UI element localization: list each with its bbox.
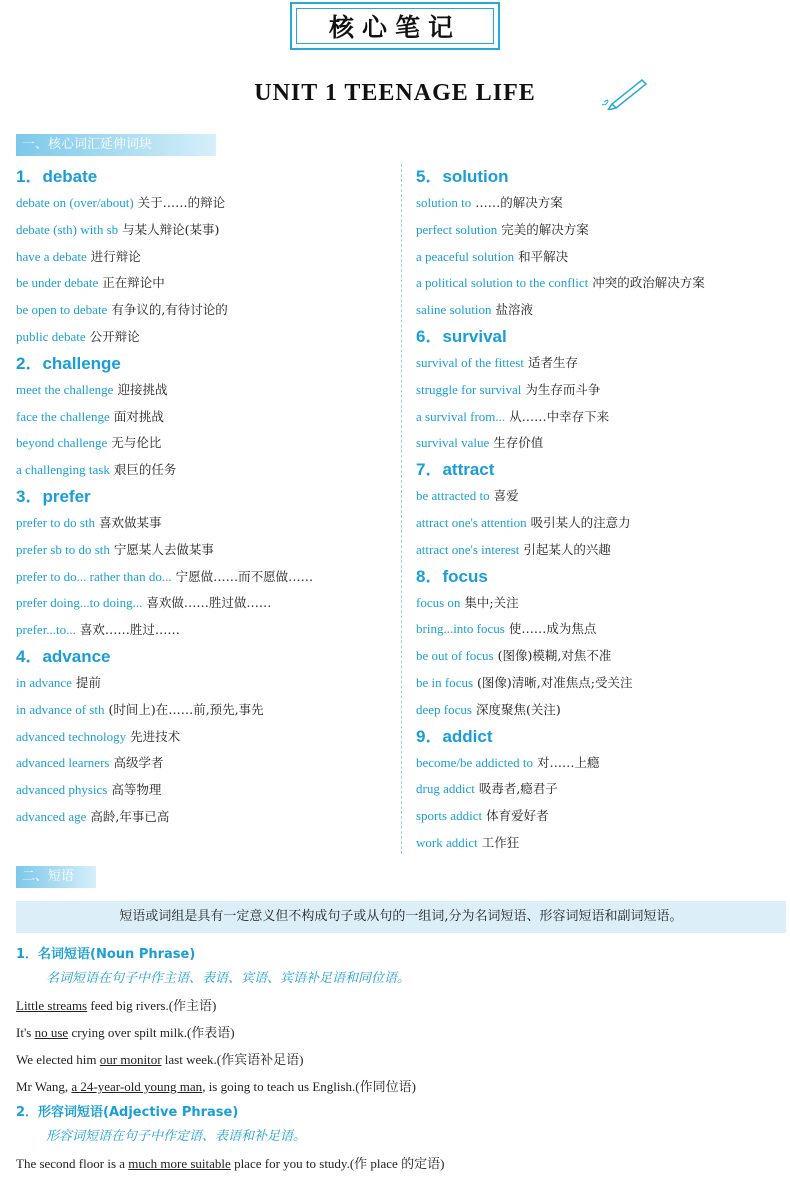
badge-title: 核心笔记 [328, 13, 461, 42]
entry-text: 宁愿某人去做某事 [113, 541, 214, 557]
example-sentence [16, 1019, 786, 1046]
entry-text: 喜欢……胜过…… [79, 622, 180, 638]
phrase-intro: 短语或词组是具有一定意义但不构成句子或从句的一组词,分为名词短语、形容词短语和副词短语。 [16, 901, 786, 933]
entry-text: 集中;关注 [464, 594, 519, 610]
entry [16, 804, 396, 831]
entry-text: focus on [416, 594, 461, 610]
entry-text: meet the challenge [16, 381, 114, 397]
entry [416, 244, 790, 271]
entry-text: The second floor is a [16, 1156, 129, 1171]
entry [16, 724, 396, 751]
entry-text: debate on (over/about) [16, 195, 134, 210]
entry-text: 吸引某人的注意力 [530, 514, 631, 530]
entry-text: saline solution [416, 302, 492, 318]
entry-text: last week.(作宾语补足语) [161, 1052, 304, 1067]
entry-text: , is going to teach us English.(作同位语) [202, 1079, 416, 1094]
entry [16, 217, 396, 244]
entry-text: attract one's interest [416, 541, 520, 557]
example-sentence [16, 992, 786, 1019]
entry-text: a survival from... [416, 408, 506, 424]
entry-text: advanced learners [16, 755, 110, 771]
entry-text: place for you to study.(作 place 的定语) [230, 1156, 445, 1171]
entry-text: sports addict [416, 808, 483, 824]
entry-text: in advance [16, 674, 72, 690]
entry [416, 616, 790, 643]
right-column [416, 164, 790, 857]
entry-text: public debate [16, 328, 86, 344]
entry [416, 510, 790, 537]
word-heading: 6．survival [416, 326, 507, 346]
entry [16, 377, 396, 404]
entry [416, 217, 790, 244]
entry-text: Mr Wang, [16, 1079, 72, 1094]
entry [16, 510, 396, 537]
entry-text: 吸毒者,瘾君子 [478, 781, 558, 797]
entry-text: a peaceful solution [416, 248, 515, 264]
entry-text: have a debate [16, 248, 87, 264]
entry [16, 537, 396, 564]
entry-text: It's [16, 1025, 35, 1040]
entry-text: advanced physics [16, 782, 108, 798]
example-sentence [16, 1150, 786, 1177]
underlined-phrase: much more suitable [128, 1156, 231, 1171]
word-heading: 5．solution [416, 167, 509, 186]
entry-text: 使……成为焦点 [508, 621, 597, 637]
entry-text: 喜爱 [493, 488, 519, 504]
left-column [16, 164, 396, 831]
entry [416, 537, 790, 564]
entry [16, 590, 396, 617]
entry [16, 324, 396, 351]
entry [416, 404, 790, 431]
entry [416, 297, 790, 324]
entry-text: 适者生存 [527, 354, 578, 370]
entry-text: 冲突的政治解决方案 [592, 275, 705, 291]
column-divider [401, 164, 402, 854]
entry-text: feed big rivers.(作主语) [87, 998, 217, 1013]
entry-text: beyond challenge [16, 435, 108, 451]
underlined-phrase: a 24-year-old young man [71, 1079, 203, 1094]
entry [16, 190, 396, 217]
entry-text: 先进技术 [130, 728, 181, 744]
entry-text: 喜欢做某事 [99, 514, 162, 530]
entry [16, 670, 396, 697]
entry-text: prefer doing...to doing... [16, 595, 143, 611]
underlined-phrase: no use [34, 1025, 69, 1040]
entry-text: 为生存而斗争 [525, 381, 601, 397]
entry-text: prefer to do... rather than do... [16, 568, 172, 584]
entry [416, 350, 790, 377]
entry-text: 体育爱好者 [486, 808, 549, 824]
entry [416, 830, 790, 857]
entry-text: (图像)清晰,对准焦点;受关注 [477, 674, 633, 690]
entry-text: prefer to do sth [16, 514, 96, 530]
entry [16, 750, 396, 777]
entry [16, 270, 396, 297]
entry [416, 670, 790, 697]
entry-text: advanced age [16, 808, 87, 824]
adjective-phrase-block [16, 1102, 786, 1177]
entry-text: 面对挑战 [113, 408, 164, 424]
entry-text: face the challenge [16, 408, 110, 424]
entry-text: 正在辩论中 [102, 275, 165, 291]
header-badge [290, 2, 500, 50]
entry-text: We elected him [16, 1052, 100, 1067]
entry-text: 对……上瘾 [536, 754, 600, 770]
underlined-phrase: our monitor [99, 1052, 162, 1067]
entry [16, 457, 396, 484]
entry [16, 777, 396, 804]
entry-text: 高龄,年事已高 [90, 808, 170, 824]
entry-text: 无与伦比 [111, 435, 162, 451]
entry-text: drug addict [416, 781, 475, 797]
entry [416, 590, 790, 617]
entry-text: 高等物理 [111, 782, 162, 798]
entry-text: struggle for survival [416, 381, 522, 397]
entry-text: 提前 [75, 674, 101, 690]
entry [416, 483, 790, 510]
entry-text: survival value [416, 435, 490, 451]
entry-text: 喜欢做……胜过做…… [146, 595, 272, 611]
entry-text: be in focus [416, 674, 474, 690]
entry-text: 公开辩论 [89, 328, 140, 344]
entry-text: 和平解决 [518, 248, 569, 264]
entry-text: 生存价值 [493, 435, 544, 451]
section-2-title: 二、短语 [16, 866, 96, 888]
word-heading: 2．challenge [16, 353, 121, 373]
entry [416, 430, 790, 457]
word-heading: 9．addict [416, 726, 493, 746]
entry [16, 297, 396, 324]
entry-text: advanced technology [16, 728, 127, 744]
adjective-phrase-desc: 形容词短语在句子中作定语、表语和补足语。 [46, 1129, 307, 1144]
entry-text: 关于……的辩论 [137, 195, 226, 210]
entry [416, 377, 790, 404]
entry-text: ……的解决方案 [475, 195, 563, 210]
entry-text: solution to [416, 195, 472, 210]
entry-text: be under debate [16, 275, 99, 291]
entry-text: 引起某人的兴趣 [523, 541, 611, 557]
entry-text: 迎接挑战 [117, 381, 168, 397]
entry [16, 617, 396, 644]
example-sentence [16, 1046, 786, 1073]
entry [416, 803, 790, 830]
word-heading: 4．advance [16, 646, 111, 666]
entry-text: become/be addicted to [416, 754, 533, 770]
entry-text: 与某人辩论(某事) [122, 221, 220, 237]
entry-text: be open to debate [16, 302, 108, 318]
word-heading: 8．focus [416, 566, 488, 586]
entry [16, 404, 396, 431]
entry-text: 深度聚焦(关注) [475, 701, 561, 717]
noun-phrase-desc: 名词短语在句子中作主语、表语、宾语、宾语补足语和同位语。 [46, 971, 411, 986]
entry-text: deep focus [416, 701, 472, 717]
entry-text: bring...into focus [416, 621, 505, 637]
entry-text: be out of focus [416, 648, 494, 664]
entry [416, 643, 790, 670]
entry-text: (时间上)在……前,预先,事先 [108, 701, 264, 717]
entry [416, 776, 790, 803]
word-heading: 1．debate [16, 167, 98, 186]
entry-text: perfect solution [416, 221, 498, 237]
entry [16, 244, 396, 271]
entry-text: 从……中幸存下来 [509, 408, 610, 424]
entry-text: 工作狂 [481, 834, 520, 850]
entry-text: in advance of sth [16, 701, 105, 717]
entry-text: (图像)模糊,对焦不准 [497, 648, 612, 664]
entry [416, 270, 790, 297]
entry [416, 750, 790, 777]
entry-text: 完美的解决方案 [501, 221, 589, 237]
entry-text: 进行辩论 [90, 248, 141, 264]
word-heading: 3．prefer [16, 486, 91, 506]
entry-text: a challenging task [16, 462, 110, 478]
entry [16, 564, 388, 591]
entry-text: debate (sth) with sb [16, 221, 119, 237]
entry-text: 盐溶液 [495, 302, 533, 318]
noun-phrase-heading: 1．名词短语(Noun Phrase) [16, 947, 196, 962]
section-1-title: 一、核心词汇延伸词块 [16, 134, 216, 156]
entry-text: 宁愿做……而不愿做…… [175, 568, 314, 584]
entry [16, 430, 396, 457]
entry-text: survival of the fittest [416, 354, 524, 370]
word-heading: 7．attract [416, 460, 495, 480]
pen-icon [602, 74, 652, 110]
entry-text: work addict [416, 834, 478, 850]
entry-text: crying over spilt milk.(作表语) [68, 1025, 235, 1040]
entry-text: prefer...to... [16, 622, 76, 638]
entry-text: attract one's attention [416, 514, 527, 530]
entry-text: prefer sb to do sth [16, 541, 110, 557]
entry-text: a political solution to the conflict [416, 275, 589, 291]
noun-phrase-block [16, 944, 786, 1100]
adjective-phrase-heading: 2．形容词短语(Adjective Phrase) [16, 1105, 239, 1120]
entry-text: be attracted to [416, 488, 490, 504]
entry-text: 艰巨的任务 [113, 462, 177, 478]
underlined-phrase: Little streams [16, 998, 88, 1013]
unit-title: UNIT 1 TEENAGE LIFE [254, 80, 536, 106]
example-sentence [16, 1073, 786, 1100]
entry [16, 697, 396, 724]
entry [416, 697, 790, 724]
entry [416, 190, 790, 217]
entry-text: 高级学者 [113, 755, 164, 771]
entry-text: 有争议的,有待讨论的 [111, 302, 228, 318]
